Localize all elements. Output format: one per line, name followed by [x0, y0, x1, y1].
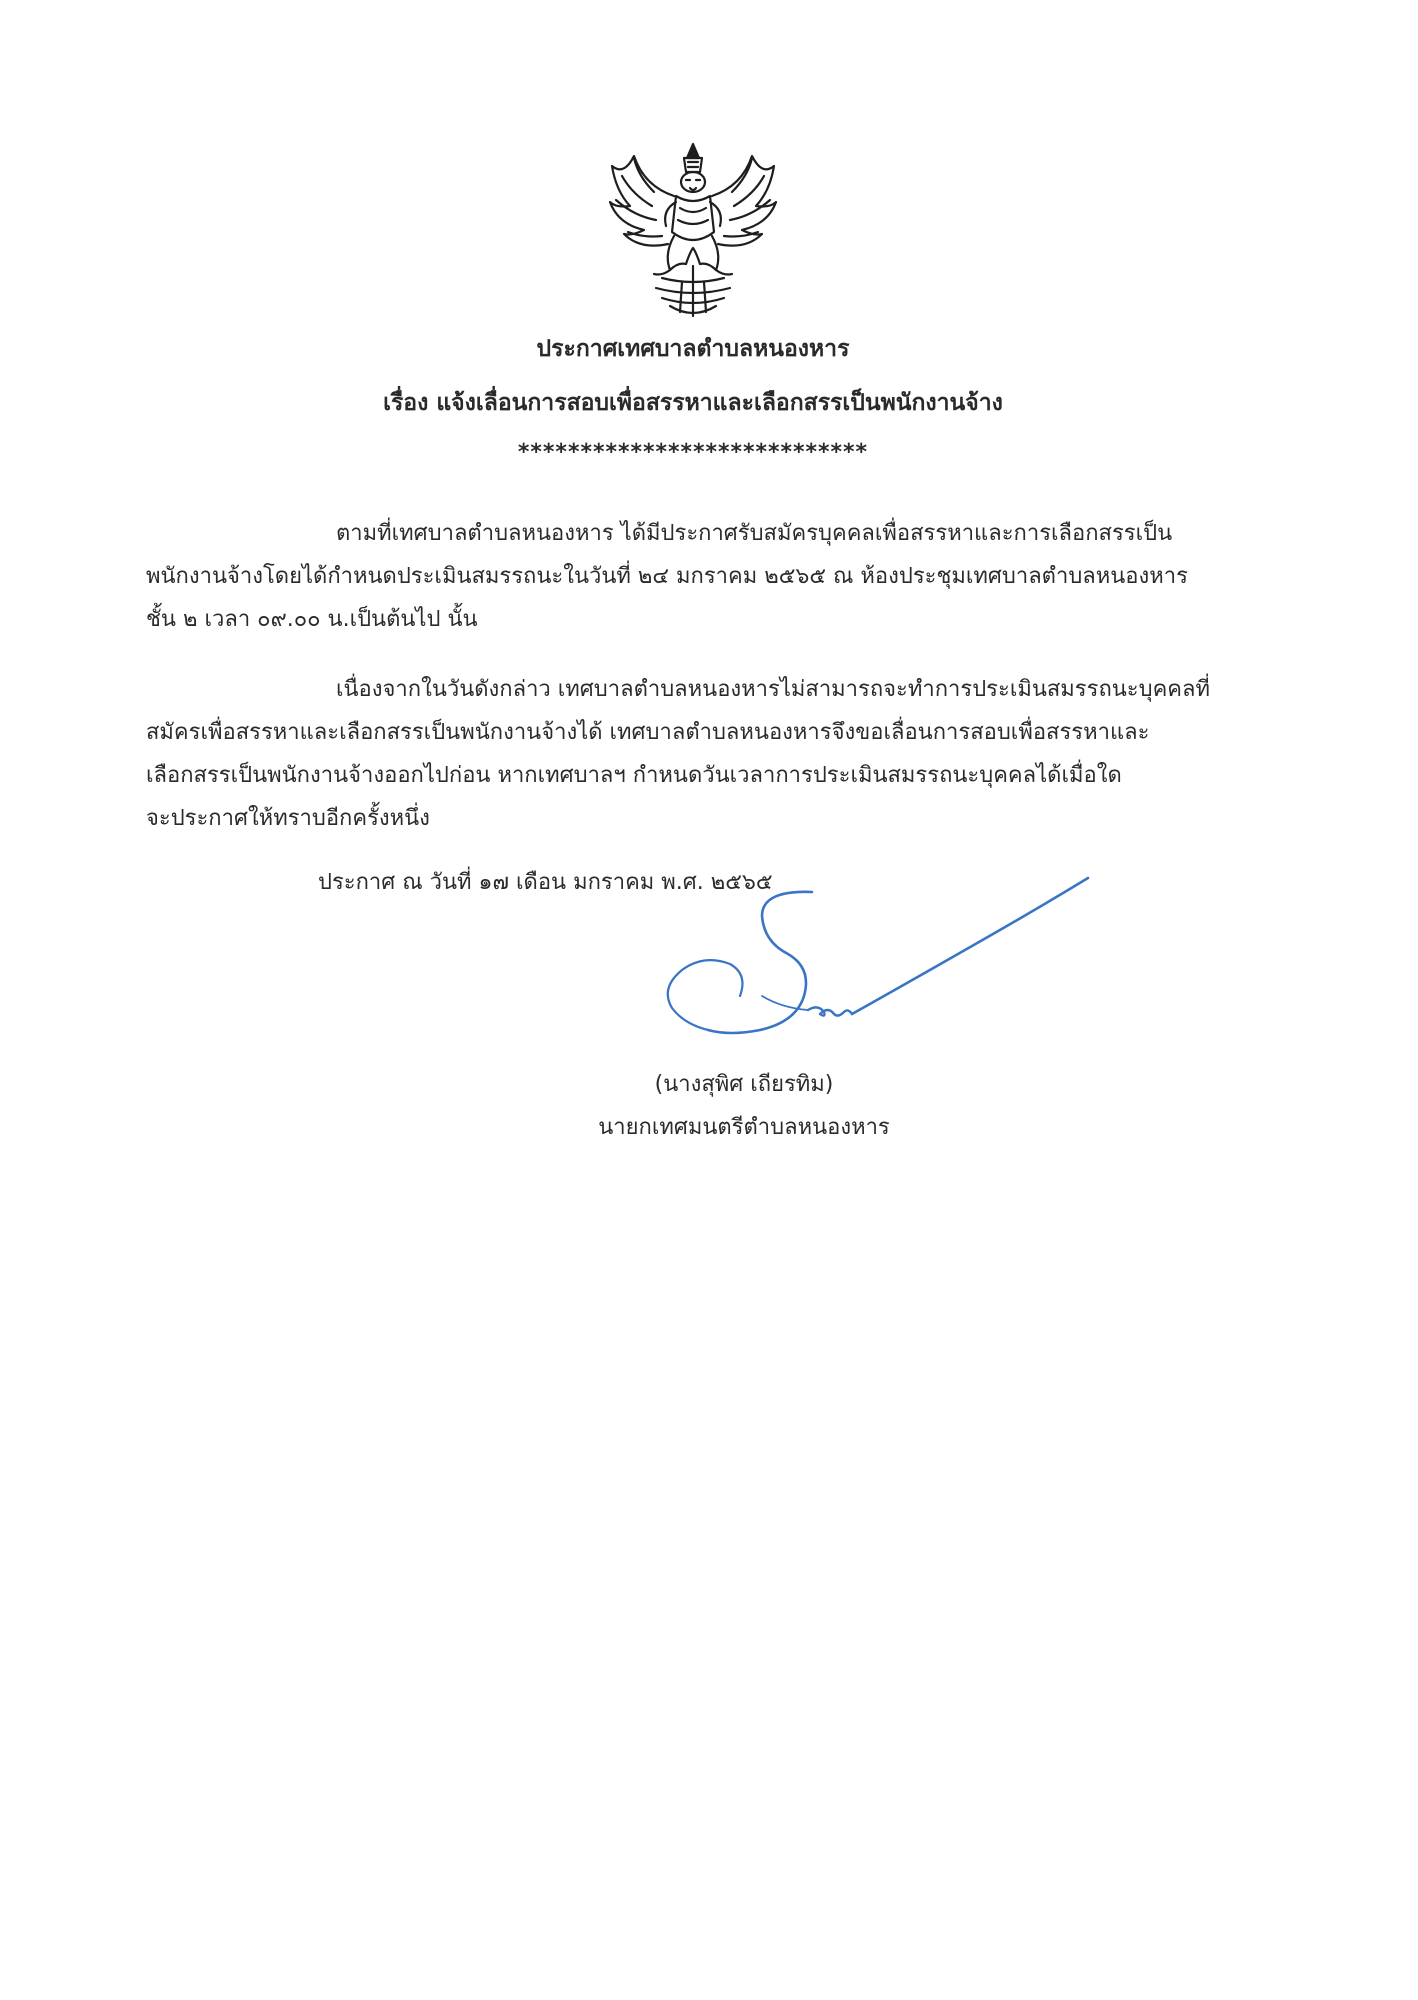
paragraph-line: เลือกสรรเป็นพนักงานจ้างออกไปก่อน หากเทศบาลฯ กำหนดวันเวลาการประเมินสมรรถนะบุคคลได้เมื่อใด: [146, 763, 1122, 788]
paragraph-line: พนักงานจ้างโดยได้กำหนดประเมินสมรรถนะในวันที่ ๒๔ มกราคม ๒๕๖๕ ณ ห้องประชุมเทศบาลตำบลหนองหาร: [146, 564, 1188, 589]
signer-position: นายกเทศมนตรีตำบลหนองหาร: [598, 1115, 890, 1140]
paragraph-2: [146, 668, 1240, 840]
signer-name: (นางสุพิศ เถียรทิม): [654, 1072, 834, 1097]
paragraph-line: ตามที่เทศบาลตำบลหนองหาร ได้มีประกาศรับสมัครบุคคลเพื่อสรรหาและการเลือกสรรเป็น: [336, 521, 1173, 546]
signature-icon: [612, 846, 1142, 1066]
paragraph-line: ชั้น ๒ เวลา ๐๙.๐๐ น.เป็นต้นไป นั้น: [146, 607, 478, 632]
announced-date: ประกาศ ณ วันที่ ๑๗ เดือน มกราคม พ.ศ. ๒๕๖๕: [318, 870, 773, 895]
paragraph-line: จะประกาศให้ทราบอีกครั้งหนึ่ง: [146, 806, 430, 831]
paragraph-1: [146, 512, 1240, 641]
separator-line: ****************************: [517, 440, 869, 465]
announcement-title: ประกาศเทศบาลตำบลหนองหาร: [536, 336, 850, 362]
paragraph-line: สมัครเพื่อสรรหาและเลือกสรรเป็นพนักงานจ้างได้ เทศบาลตำบลหนองหารจึงขอเลื่อนการสอบเพื่อสรรหาและ: [146, 720, 1150, 745]
announcement-subject: เรื่อง แจ้งเลื่อนการสอบเพื่อสรรหาและเลือกสรรเป็นพนักงานจ้าง: [383, 390, 1003, 416]
paragraph-line: เนื่องจากในวันดังกล่าว เทศบาลตำบลหนองหารไม่สามารถจะทำการประเมินสมรรถนะบุคคลที่: [336, 677, 1210, 702]
garuda-emblem-icon: [604, 136, 782, 324]
